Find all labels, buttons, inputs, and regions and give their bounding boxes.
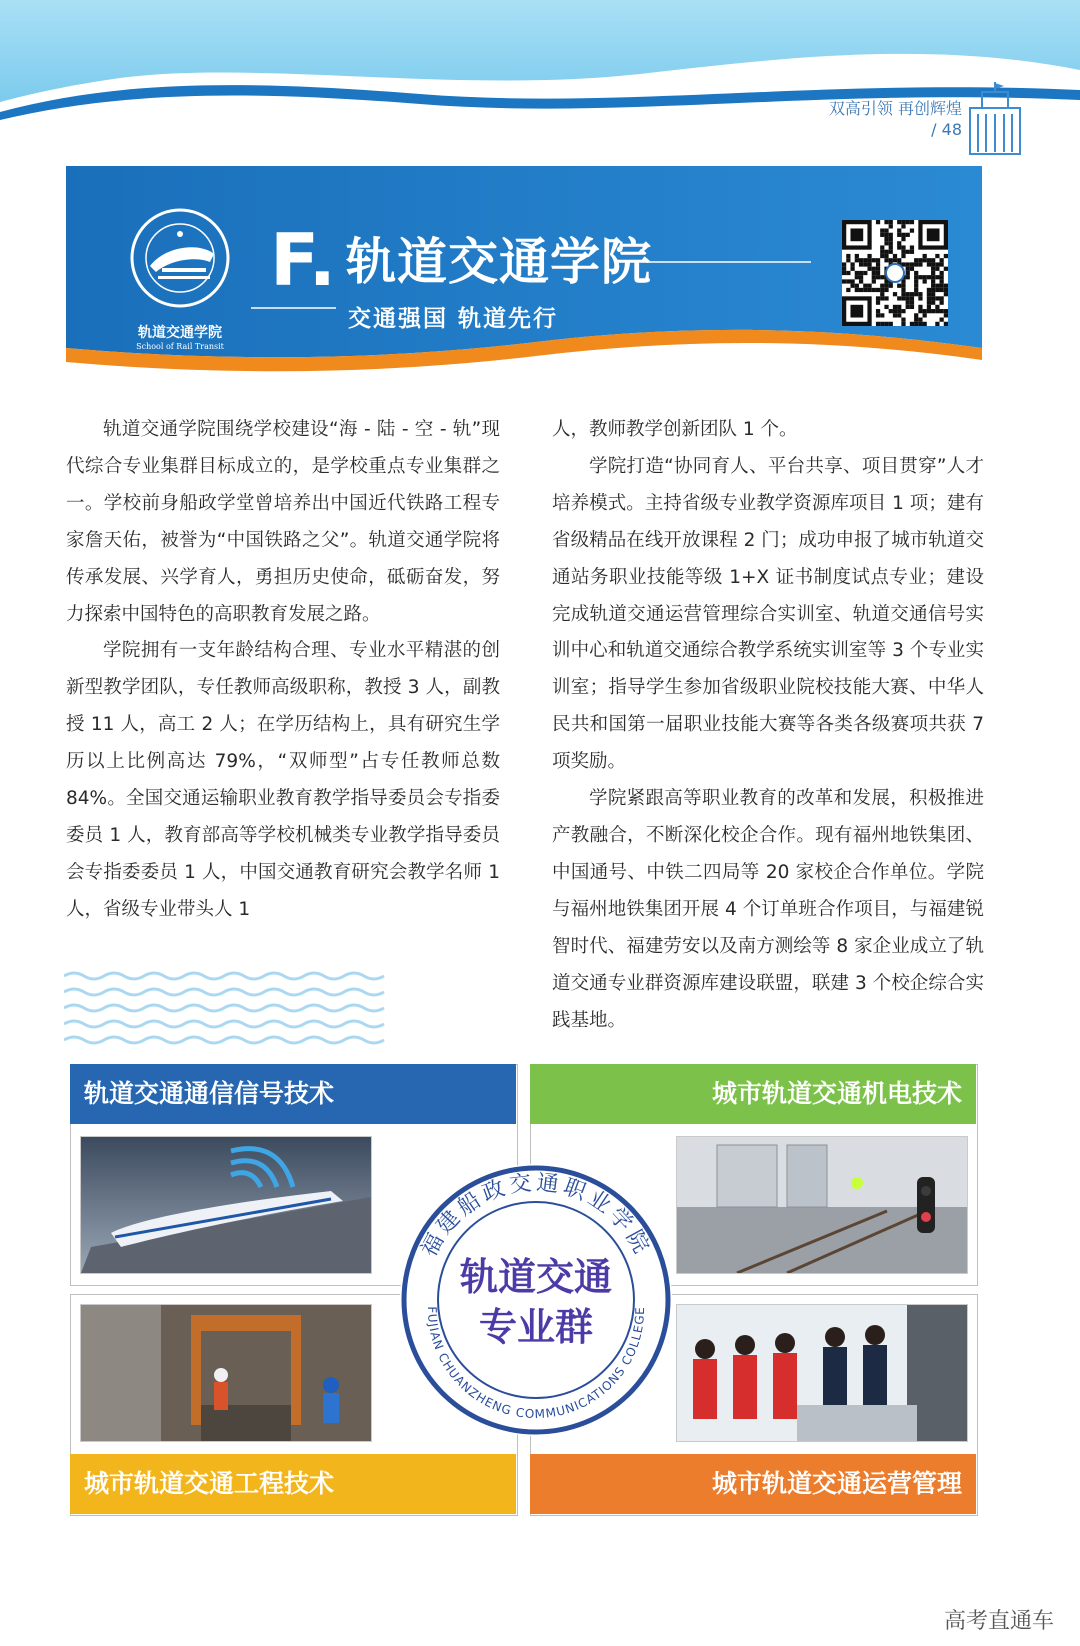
qr-code xyxy=(842,220,948,326)
school-logo xyxy=(120,206,240,351)
seal-line2: 专业群 xyxy=(478,1305,594,1349)
seal-line1: 轨道交通 xyxy=(459,1255,613,1299)
logo-name-cn: 轨道交通学院 xyxy=(138,325,222,341)
program-header-electromechanical xyxy=(530,1064,976,1124)
program-header-engineering xyxy=(70,1454,516,1514)
header-tagline xyxy=(829,98,962,140)
program-label: 轨道交通通信信号技术 xyxy=(84,1079,335,1108)
body-paragraph: 学院打造“协同育人、平台共享、项目贯穿”人才培养模式。主持省级专业教学资源库项目 1 项；建有省级精品在线开放课程 2 门；成功申报了城市轨道交通站务职业技能等级 1+X 证书制度试点专业；建设完成轨道交通运营管理综合实训室、轨道交通信号实训中心和轨道交通综合教学系统实训室等 3 个专业实训室；指导学生参加省级职业院校技能大赛、中华人民共和国第一届职业技能大赛等各类各级赛项共获 7 项奖励。 xyxy=(552,455,984,773)
logo-emblem xyxy=(120,206,240,316)
program-group-seal xyxy=(396,1160,676,1440)
qr-code-pattern xyxy=(842,220,948,326)
body-paragraph: 学院拥有一支年龄结构合理、专业水平精湛的创新型教学团队，专任教师高级职称，教授 3 人，副教授 11 人，高工 2 人；在学历结构上，具有研究生学历以上比例高达 79%，“双师型”占专任教师总数 84%。全国交通运输职业教育教学指导委员会专指委委员 1 人，教育部高等学校机械类专业教学指导委员会专指委委员 1 人，中国交通教育研究会教学名师 1 人，省级专业带头人 1 xyxy=(66,640,500,920)
program-header-operations xyxy=(530,1454,976,1514)
building-icon xyxy=(968,82,1022,156)
photo-rail-lab xyxy=(676,1136,968,1274)
tagline-text: 双高引领 再创辉煌 xyxy=(828,99,962,118)
program-header-signal xyxy=(70,1064,516,1124)
seal-ring-cn: 福建船政交通职业学院 xyxy=(416,1170,656,1262)
photo-operations-students xyxy=(676,1304,968,1442)
page-subtitle: 交通强国 轨道先行 xyxy=(348,306,559,332)
body-paragraph: 轨道交通学院围绕学校建设“海 - 陆 - 空 - 轨”现代综合专业集群目标成立的，是学校重点专业集群之一。学校前身船政学堂曾培养出中国近代铁路工程专家詹天佑，被誉为“中国铁路之父”。轨道交通学院将传承发展、兴学育人，勇担历史使命，砥砺奋发，努力探索中国特色的高职教育发展之路。 xyxy=(66,419,500,625)
title-prefix: F. xyxy=(270,218,336,302)
top-wave-decoration xyxy=(0,0,1080,180)
photo-tunnel-work xyxy=(80,1304,372,1442)
wave-ribbons-decoration xyxy=(64,968,394,1058)
page-title: 轨道交通学院 xyxy=(346,233,652,291)
body-left-column xyxy=(66,412,500,929)
program-label: 城市轨道交通运营管理 xyxy=(711,1469,962,1498)
program-label: 城市轨道交通机电技术 xyxy=(711,1079,962,1108)
footer-watermark: 高考直通车 xyxy=(943,1609,1054,1634)
seal-ring-en: FUJIAN CHUANZHENG COMMUNICATIONS COLLEGE xyxy=(424,1306,648,1422)
body-paragraph-continuation: 人，教师教学创新团队 1 个。 xyxy=(552,419,798,440)
body-right-column xyxy=(552,412,984,1039)
body-paragraph: 学院紧跟高等职业教育的改革和发展，积极推进产教融合，不断深化校企合作。现有福州地铁集团、中国通号、中铁二四局等 20 家校企合作单位。学院与福州地铁集团开展 4 个订单班合作项目，与福建锐智时代、福建劳安以及南方测绘等 8 家企业成立了轨道交通专业群资源库建设联盟，联建 3 个校企综合实践基地。 xyxy=(552,788,984,1031)
logo-name-en: School of Rail Transit xyxy=(136,342,224,351)
photo-high-speed-train xyxy=(80,1136,372,1274)
program-label: 城市轨道交通工程技术 xyxy=(84,1469,335,1498)
page-number: / 48 xyxy=(931,120,962,139)
